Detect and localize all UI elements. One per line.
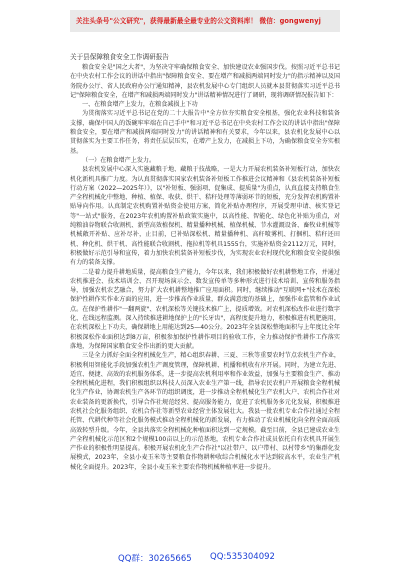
paragraph-intro: 粮食安全是"国之大者"，为坚决守牢确保粮食安全、加快建设农业强国步伐。按照习近平总书记在中央农村工作会议的讲话中指出"保障粮食安全、要在增产和减损两端同时发力"的指示精神以及国务院办公厅、省人民政府办公厅通知精神，县农机发展中心专门组织人员就本县贯彻落实习近平总书记"保障粮食安全，在增产和减损两端同时发力"讲话精神情况进行了调研，现将调研情况报告如下： [70, 64, 340, 99]
paragraph-measure-1: 县农机发展中心深入实施藏粮于地、藏粮于技战略，一是大力开展农机装备补短板行动，加快农机化新机具推广力度。为认真贯彻落实国家农机装备补短板工作推进会议精神和《县农机装备补短板行动方案（2022—2025年）》，以"补短板、强弱项、促集成、提质量"为重点，认真直接支持粮食生产全程机械化中整地、种植、植保、收获、烘干、秸秆处理等薄弱环节的短板，充分发挥农机购置补贴导向作用。认真制定农机购置补贴资金使用方案，简化补贴办理程序，开展受理申请、核实登记等"一站式"服务，在2023年农机购置补贴政策实施中，以高性能、智能化、绿色化补贴为重点，对纯粮油谷物联合收割机、新型高效植保机、精量播种机械、植保机械、节水灌溉设备、畜牧业机械等机械敞开补贴、应补尽补，止目前，已补贴深松机、精量播种机、高秆喷雾机、打捆机、秸秆还田机、种化机、烘干机、高性能联合收割机、拖拉机等机具1555台，实施补贴资金2112万元，同时，积极做好示范引导和宣传，着力加快农机装备补短板步伐，为实现农业农村现代化和粮食安全提供强有力的装备支撑。 [70, 166, 340, 267]
paragraph-measure-2: 二是着力提升耕地质量，提高粮食生产能力，今年以来，我们积极做好农机耕整地工作，并通过农机推进会、技术培训会、召开现场演示会、数发宣传单等多种形式进行技术培训、宣传和服务指导，加强农机农艺融合，努力扩大农机耕整地推广应用面积。同时，继续推动"互联网+"技术在深松保护性耕作实作业方面的应用，进一步推高作业质量，群众满意度的基础上，加强作业监管和作业试点。在保护性耕作"一翻两旋"、农机深松等关键技术推广上，提质增效。对农机深松改作业进行数字化、在线远程监测。深入持续推进耕地保护上的"长牙齿"，高程度提升地力，积极推进有机肥施用，在农机深松上下功夫，确保耕地上用能达到25—40公分。2023年全县深松整地面积与上年度比全年积极深松作业面积达到8万亩，积极参加保护性耕作项目的验收工作，全力推动保护性耕作工作落实落地，为保障国家粮食安全作出新的更大贡献。 [70, 268, 340, 350]
subsection-heading-1: （一）在粮食增产上发力。 [82, 156, 156, 164]
document-title: 关于县保障粮食安全工作调研报告 [70, 53, 169, 61]
paragraph-section-1: 为贯彻落实习近平总书记在党的二十大报告中"全方位夯实粮食安全根基，强化农业科技和装备支撑，确保中国人的饭碗牢牢端在自己手中"和习近平总书记在中央农村工作会议的讲话中指出"保障粮食安全，要在增产和减损两端同时发力"的讲话精神和有关要求，今年以来，县农机化发展中心以贯彻落实为主要工作任务，将责任层层压实，在增产上发力，在减损上下功，为确保粮食安全夯实根基。 [70, 110, 340, 155]
promo-banner-text: 关注头条号"公文研究"，获得最新最全最专业的公文资料库！ 微信：gongwenyj [76, 17, 321, 25]
paragraph-measure-3: 三是全力抓好全面全程机械化生产，精心组织春耕、三夏、三秋等重要农时节点农机生产作业，积极利用智能化手段加强农机生产调度管理，保障机耕、机播和机收有序开展。同时，为建立先进、适宜、便捷、高效的农机服务体系，进一步提高农机利用率和作业效益，加强与主要粮食生产、推动全程机械化进程，我们积极组织以科技人员深入农业生产第一线，指导农民农机户开展粮食全程机械化生产作业，协调农机生产各环节的组织调度，进一步推动全程机械化生产农机大户、农机合作社对农业装备的更新换代，引导合作社规范经营、提高服务能力，促进了农机服务多元化发展，积极推进农机社会化服务组织、农机合作社等新型农业经营主体发展壮大。我县一批农机专业合作社通过全程托管、代耕代种等社会化服务模式推动全程机械化的新发展，有力推动了农业机械化向全程全面高质高效转型升级。今年，全县共落实全程机械化种植面积达到一定规模。截至目前，全县已建成农业生产全程机械化示范区和2个规模100亩以上的示范基地，农机专业合作社成员依托自有农机具开展生产作业的积极性明显提高。积极开展农机化生产合作社"以社带户、以户带村、以村带乡"的集群化发展模式，2023年，全县小麦玉米等主要粮食作物耕种收综合机械化水平达到较高水平，农业生产机械化全面提升。2023年，全县小麦玉米主要农作物机械种植率进一步提升。 [70, 352, 340, 471]
qq-group-text: QQ群：30265665 [118, 554, 192, 564]
section-heading-1: 一、在粮食增产上发力，在粮食减损上下功 [82, 101, 198, 109]
document-body [70, 52, 340, 472]
contact-footer [0, 552, 408, 572]
promo-banner [70, 10, 340, 32]
qq-number-text: QQ:535304092 [210, 552, 275, 562]
